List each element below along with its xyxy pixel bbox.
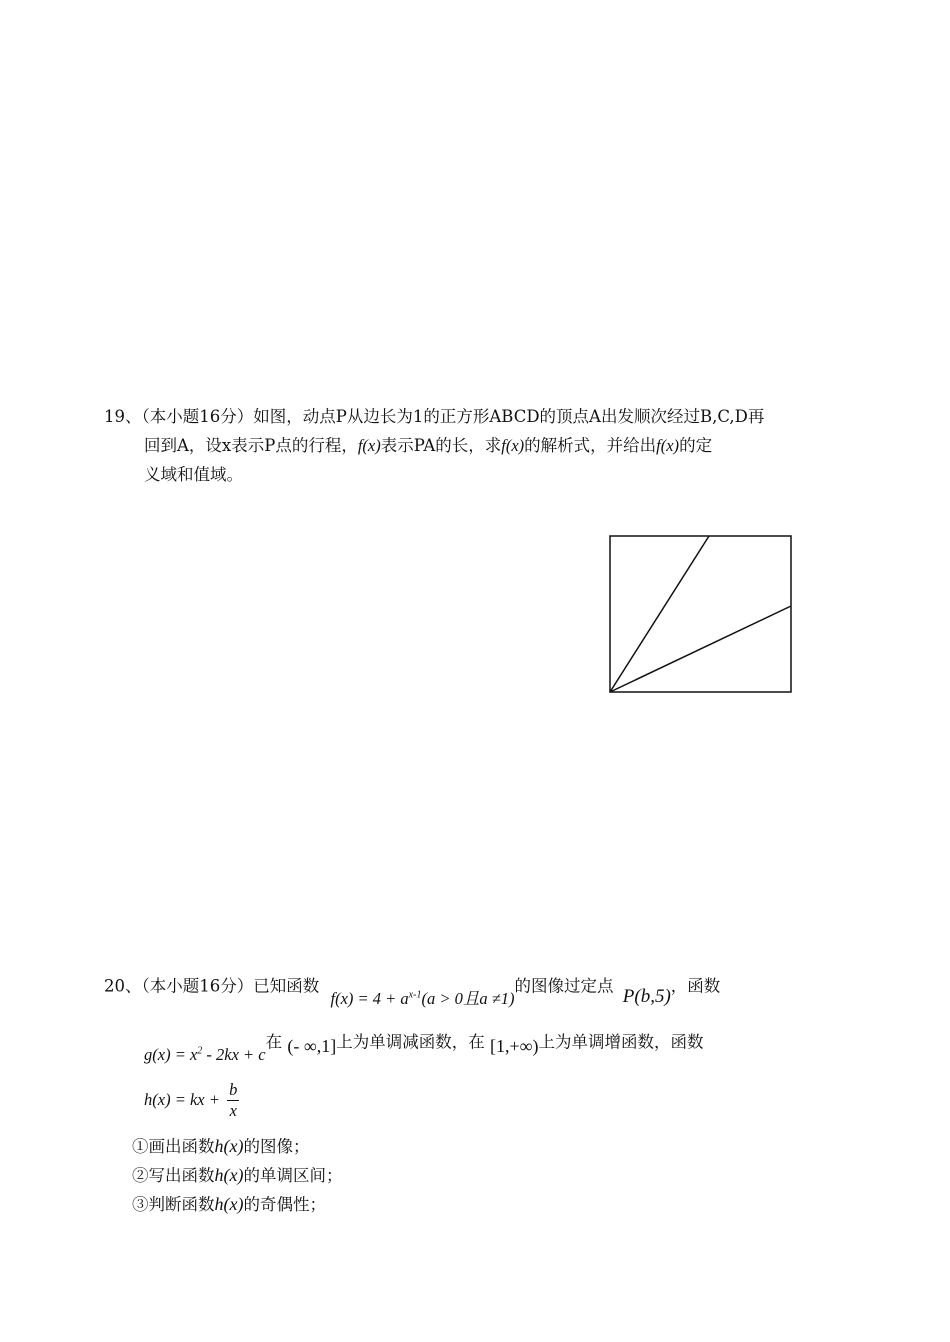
q20-passes: 的图像过定点	[514, 976, 614, 996]
q20-h-numerator: b	[229, 1080, 238, 1099]
q19-text-2d: 的定	[679, 436, 713, 455]
q19-text-1: 如图，动点P从边长为1的正方形ABCD的顶点A出发顺次经过B,C,D再	[253, 407, 765, 426]
q20-dec: 上为单调减函数，在	[336, 1032, 485, 1052]
q19-text-2b: 表示PA的长，求	[380, 436, 502, 455]
question-19	[104, 402, 848, 489]
q20-item-3: ③判断函数h(x)的奇偶性；	[132, 1194, 326, 1214]
q19-score: （本小题16分）	[141, 407, 254, 426]
q19-text-2c: 的解析式，并给出	[524, 436, 657, 455]
q20-line-1	[104, 968, 848, 1008]
q19-line-2	[104, 431, 848, 460]
q20-f-formula: $f(x) = 4 + a^{x-1}(a > 0$且a ≠1)	[330, 988, 515, 1008]
q20-line-2	[104, 1024, 848, 1080]
q20-intro: 已知函数	[253, 976, 320, 996]
q20-interval-2: [1,+∞)	[489, 1035, 539, 1056]
q20-line-3	[104, 1080, 848, 1132]
q20-interval-1: (- ∞,1]	[287, 1035, 337, 1056]
q20-h-formula: h(x) = kx +	[144, 1090, 220, 1109]
q19-line-1	[104, 402, 848, 431]
q19-number: 19、	[104, 407, 142, 426]
q20-item-1: ①画出函数h(x)的图像；	[132, 1136, 310, 1156]
question-20	[104, 968, 848, 1219]
square-figure	[609, 534, 793, 694]
q19-text-2a: 回到A，设x表示P点的行程，	[144, 436, 358, 455]
q19-fx-3: f(x)	[656, 436, 680, 455]
q20-number: 20、	[104, 976, 142, 996]
square-outline	[610, 536, 791, 692]
q20-point: P(b,5)	[622, 985, 671, 1007]
q19-fx-1: f(x)	[357, 436, 381, 455]
q20-g-formula: $g(x) = x^2 - 2kx + c$	[144, 1044, 266, 1064]
q20-item-2: ②写出函数h(x)的单调区间；	[132, 1165, 343, 1185]
q20-h-denominator: x	[229, 1101, 237, 1120]
q19-fx-2: f(x)	[501, 436, 525, 455]
q19-line-3: 义域和值域。	[144, 465, 243, 484]
q20-score: （本小题16分）	[141, 976, 254, 996]
q20-inc: 上为单调增函数，函数	[538, 1032, 704, 1052]
q20-comma-func: ，函数	[670, 976, 721, 996]
q20-on: 在	[265, 1032, 283, 1052]
q20-h-fraction	[227, 1080, 239, 1121]
